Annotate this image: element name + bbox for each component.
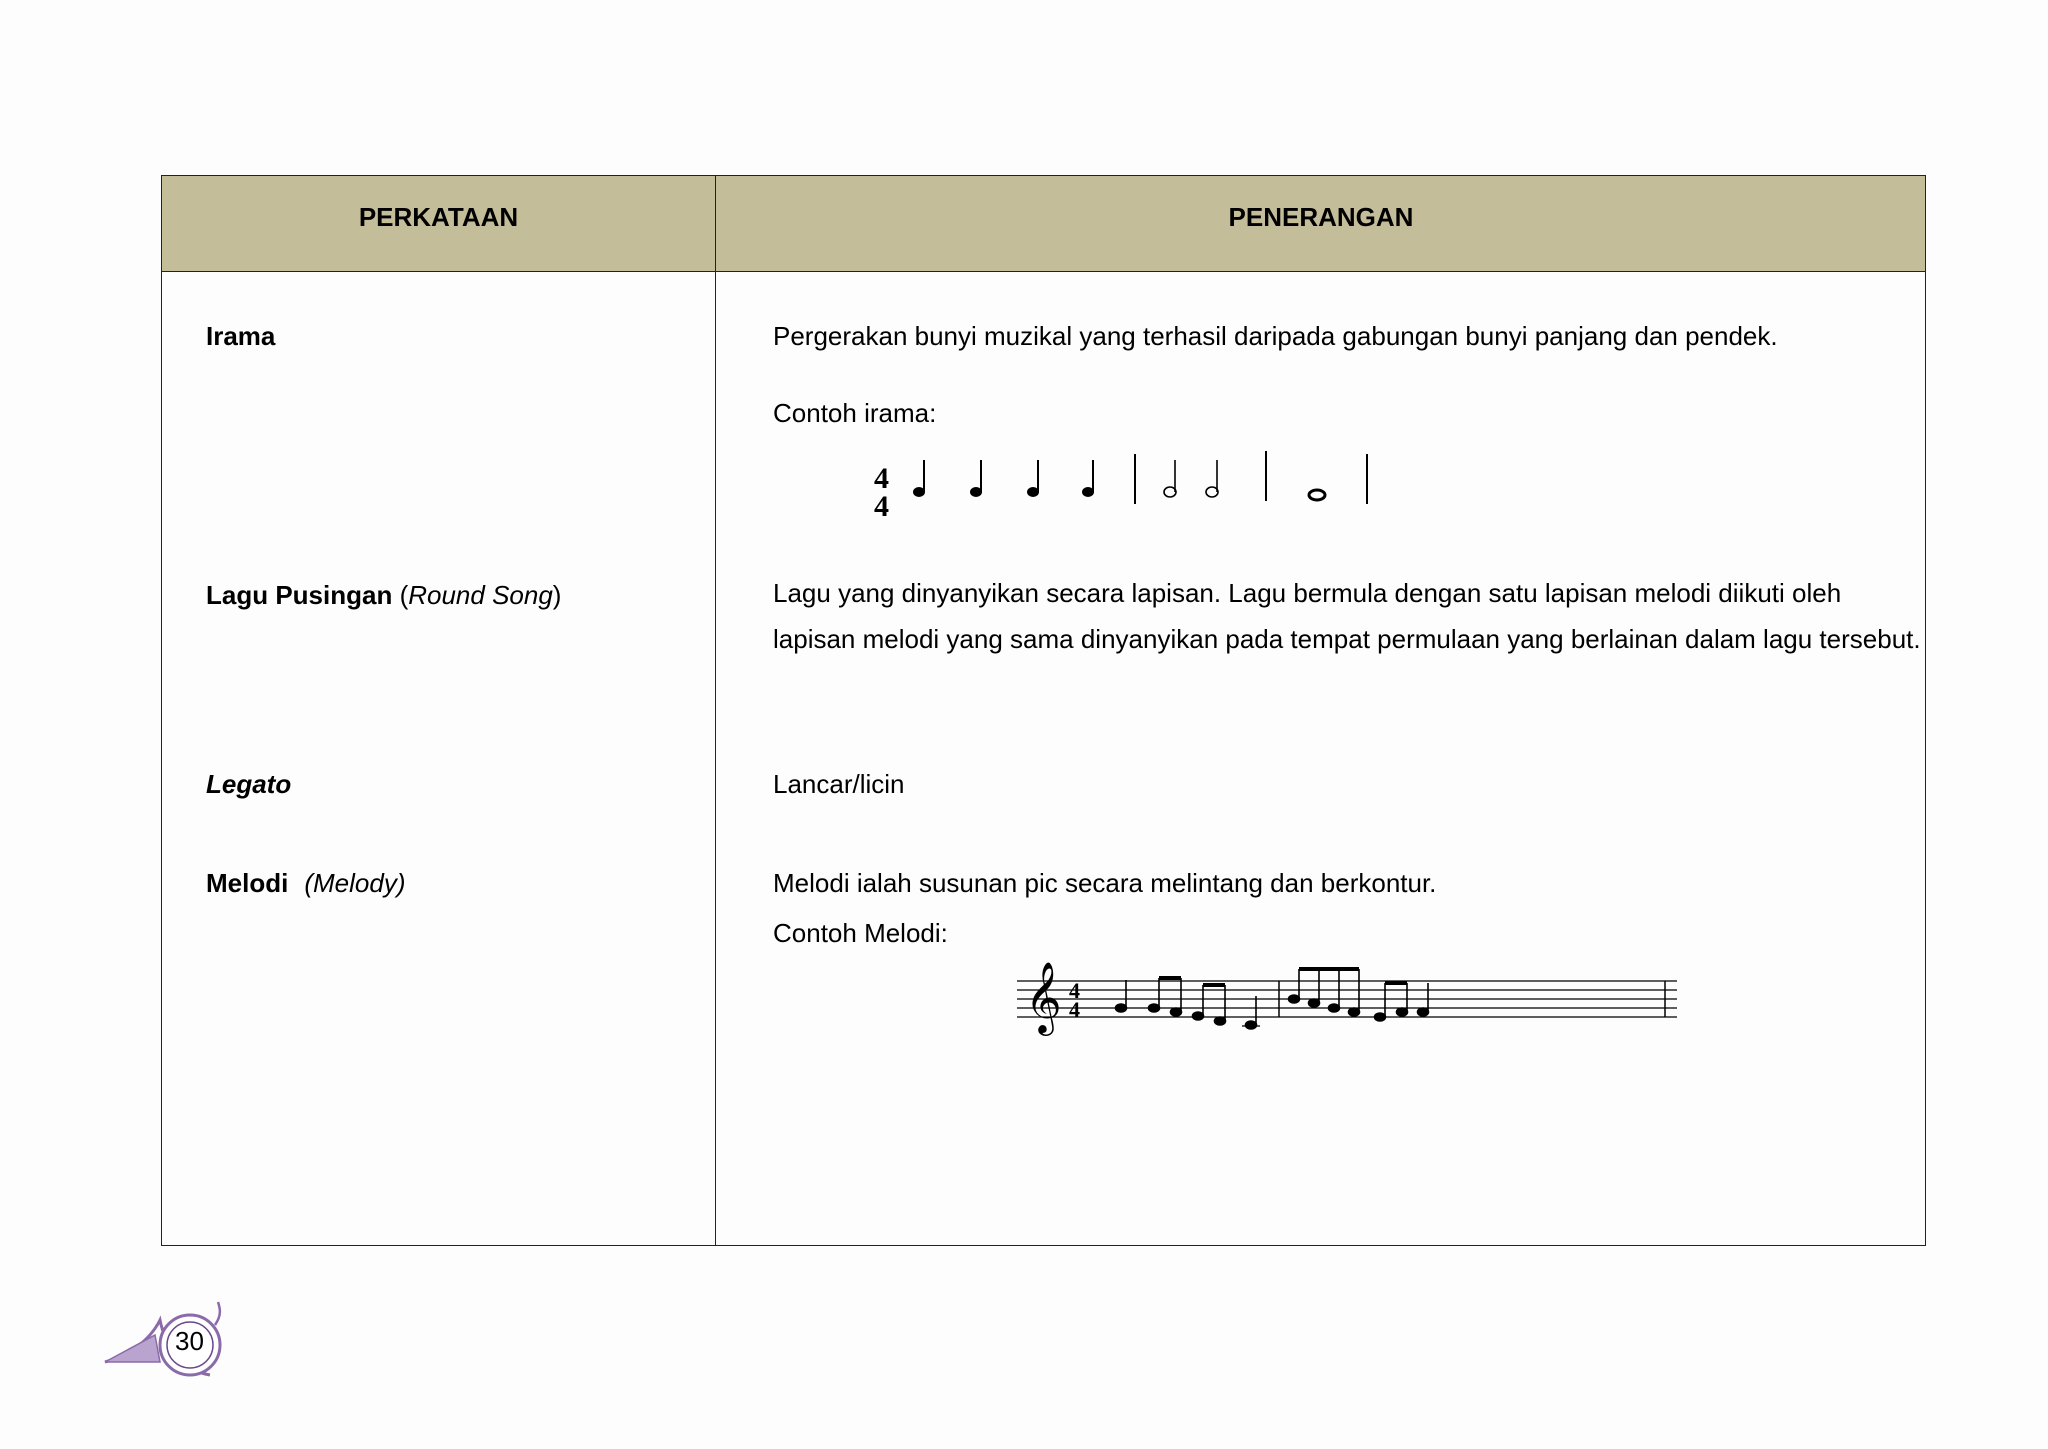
- header-perkataan: PERKATAAN: [358, 202, 519, 232]
- desc-melodi: Melodi ialah susunan pic secara melintang dan berkontur.: [773, 868, 1437, 898]
- staff-lines: [1017, 981, 1677, 1017]
- time-signature-top: 4: [1069, 978, 1080, 1003]
- rhythm-example: [862, 446, 1542, 546]
- term-round-song: Round Song: [408, 580, 553, 610]
- half-note: [1206, 460, 1218, 497]
- time-signature-top: 4: [874, 462, 889, 495]
- french-horn-icon: [100, 1300, 230, 1390]
- example-label-irama: Contoh irama:: [773, 398, 937, 428]
- whole-note: [1309, 490, 1325, 500]
- term-lagu-pusingan-bold: Lagu Pusingan: [206, 580, 393, 610]
- quarter-note: [1082, 460, 1094, 497]
- quarter-note: [970, 460, 982, 497]
- term-melodi: [206, 868, 405, 899]
- glossary-table: [161, 175, 1926, 1246]
- page-number: 30: [175, 1326, 204, 1356]
- melody-example: [1017, 956, 1717, 1056]
- column-divider: [715, 176, 716, 1245]
- term-melody: (Melody): [304, 868, 406, 898]
- time-signature-bottom: 4: [874, 490, 889, 523]
- quarter-note: [913, 460, 925, 497]
- treble-clef-icon: 𝄞: [1025, 964, 1062, 1032]
- desc-irama: Pergerakan bunyi muzikal yang terhasil daripada gabungan bunyi panjang dan pendek.: [773, 321, 1778, 351]
- paren-close: ): [552, 580, 562, 610]
- desc-lagu-pusingan: Lagu yang dinyanyikan secara lapisan. Lagu bermula dengan satu lapisan melodi diikuti oleh lapisan melodi yang sama dinyanyikan pada tempat permulaan yang berlainan dalam lagu tersebut.: [773, 578, 1921, 654]
- paren-open: (: [392, 580, 409, 610]
- term-legato: Legato: [206, 769, 292, 799]
- term-lagu-pusingan: [206, 580, 561, 611]
- time-signature-bottom: 4: [1069, 997, 1080, 1022]
- header-penerangan: PENERANGAN: [1228, 202, 1414, 232]
- desc-legato: Lancar/licin: [773, 769, 905, 799]
- term-irama: Irama: [206, 321, 276, 351]
- example-label-melodi: Contoh Melodi:: [773, 918, 948, 948]
- half-note: [1164, 460, 1176, 497]
- term-melodi-bold: Melodi: [206, 868, 289, 898]
- quarter-note: [1027, 460, 1039, 497]
